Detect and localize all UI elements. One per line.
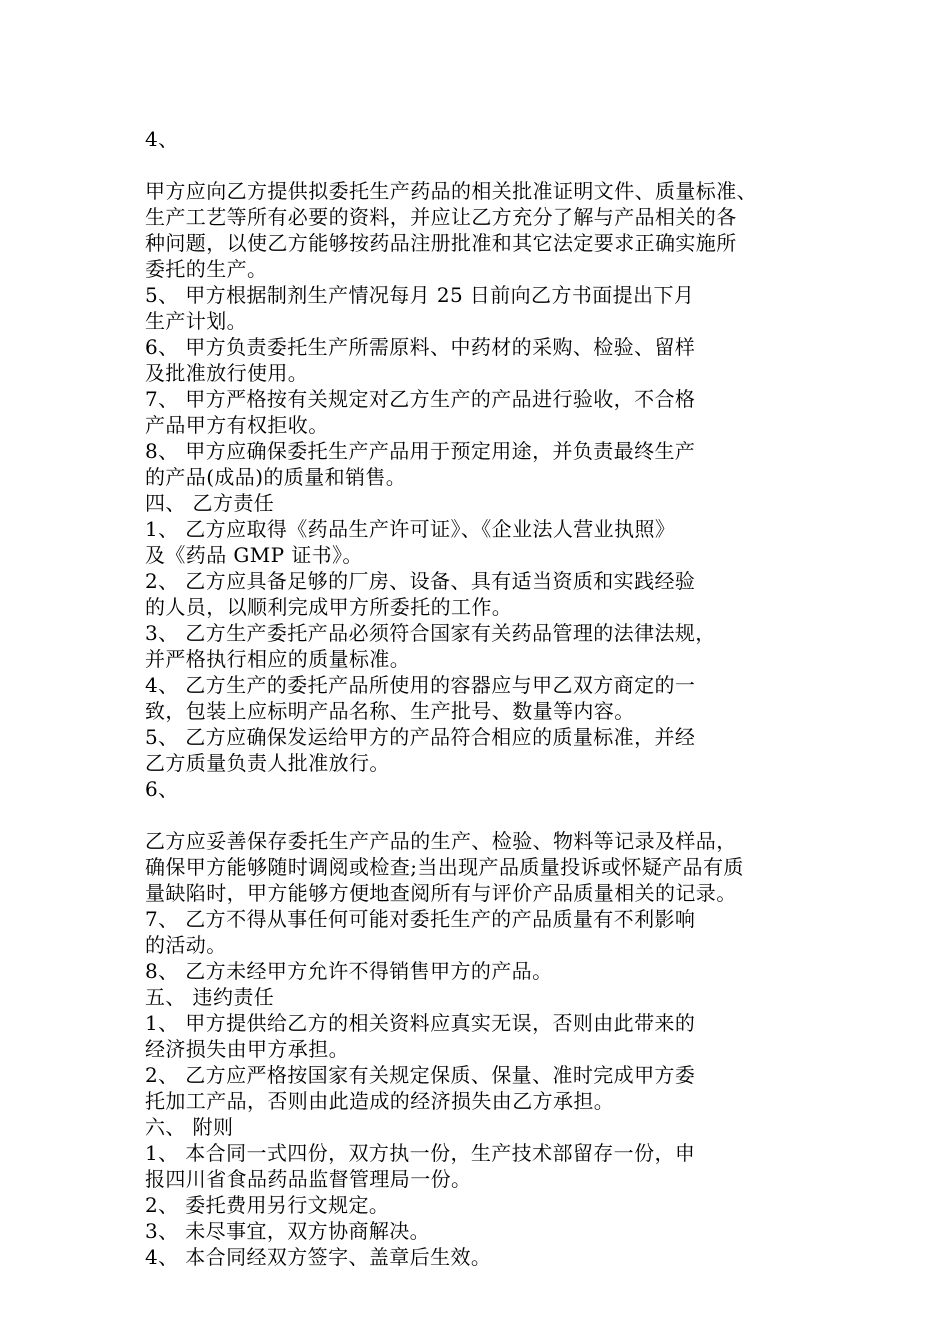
text-line: 及《药品 GMP 证书》。 (145, 543, 363, 567)
text-line: 委托的生产。 (145, 257, 268, 281)
text-line: 1、 本合同一式四份，双方执一份，生产技术部留存一份，申 (145, 1141, 696, 1165)
text-line: 3、 未尽事宜，双方协商解决。 (145, 1219, 431, 1243)
text-line: 4、 本合同经双方签字、盖章后生效。 (145, 1245, 492, 1269)
text-line: 3、 乙方生产委托产品必须符合国家有关药品管理的法律法规， (145, 621, 716, 645)
text-line: 1、 甲方提供给乙方的相关资料应真实无误，否则由此带来的 (145, 1011, 696, 1035)
text-line: 并严格执行相应的质量标准。 (145, 647, 411, 671)
text-line: 致，包装上应标明产品名称、生产批号、数量等内容。 (145, 699, 635, 723)
text-line: 2、 委托费用另行文规定。 (145, 1193, 390, 1217)
text-line: 2、 乙方应严格按国家有关规定保质、保量、准时完成甲方委 (145, 1063, 696, 1087)
text-line: 生产计划。 (145, 309, 247, 333)
text-line: 甲方应向乙方提供拟委托生产药品的相关批准证明文件、质量标准、 (145, 179, 757, 203)
text-line: 的活动。 (145, 933, 227, 957)
section-heading: 五、 违约责任 (145, 985, 275, 1009)
text-line: 的产品(成品)的质量和销售。 (145, 465, 407, 489)
text-line: 产品甲方有权拒收。 (145, 413, 329, 437)
text-line: 6、 (145, 777, 179, 801)
text-line: 4、 (145, 127, 179, 151)
text-line: 的人员，以顺利完成甲方所委托的工作。 (145, 595, 513, 619)
section-heading: 四、 乙方责任 (145, 491, 275, 515)
text-line: 确保甲方能够随时调阅或检查;当出现产品质量投诉或怀疑产品有质 (145, 855, 744, 879)
text-line: 4、 乙方生产的委托产品所使用的容器应与甲乙双方商定的一 (145, 673, 696, 697)
text-line: 经济损失由甲方承担。 (145, 1037, 349, 1061)
text-line: 5、 乙方应确保发运给甲方的产品符合相应的质量标准，并经 (145, 725, 696, 749)
text-line: 6、 甲方负责委托生产所需原料、中药材的采购、检验、留样 (145, 335, 696, 359)
text-line: 8、 甲方应确保委托生产产品用于预定用途，并负责最终生产 (145, 439, 696, 463)
text-line: 乙方应妥善保存委托生产产品的生产、检验、物料等记录及样品， (145, 829, 737, 853)
text-line: 种问题，以使乙方能够按药品注册批准和其它法定要求正确实施所 (145, 231, 737, 255)
text-line: 及批准放行使用。 (145, 361, 309, 385)
text-line: 7、 乙方不得从事任何可能对委托生产的产品质量有不利影响 (145, 907, 696, 931)
text-line: 托加工产品，否则由此造成的经济损失由乙方承担。 (145, 1089, 615, 1113)
text-line: 2、 乙方应具备足够的厂房、设备、具有适当资质和实践经验 (145, 569, 696, 593)
text-line: 生产工艺等所有必要的资料，并应让乙方充分了解与产品相关的各 (145, 205, 737, 229)
text-line: 乙方质量负责人批准放行。 (145, 751, 390, 775)
text-line: 量缺陷时，甲方能够方便地查阅所有与评价产品质量相关的记录。 (145, 881, 737, 905)
text-line: 7、 甲方严格按有关规定对乙方生产的产品进行验收，不合格 (145, 387, 696, 411)
text-line: 1、 乙方应取得《药品生产许可证》、《企业法人营业执照》 (145, 517, 676, 541)
text-line: 报四川省食品药品监督管理局一份。 (145, 1167, 472, 1191)
section-heading: 六、 附则 (145, 1115, 234, 1139)
text-line: 5、 甲方根据制剂生产情况每月 25 日前向乙方书面提出下月 (145, 283, 695, 307)
text-line: 8、 乙方未经甲方允许不得销售甲方的产品。 (145, 959, 553, 983)
